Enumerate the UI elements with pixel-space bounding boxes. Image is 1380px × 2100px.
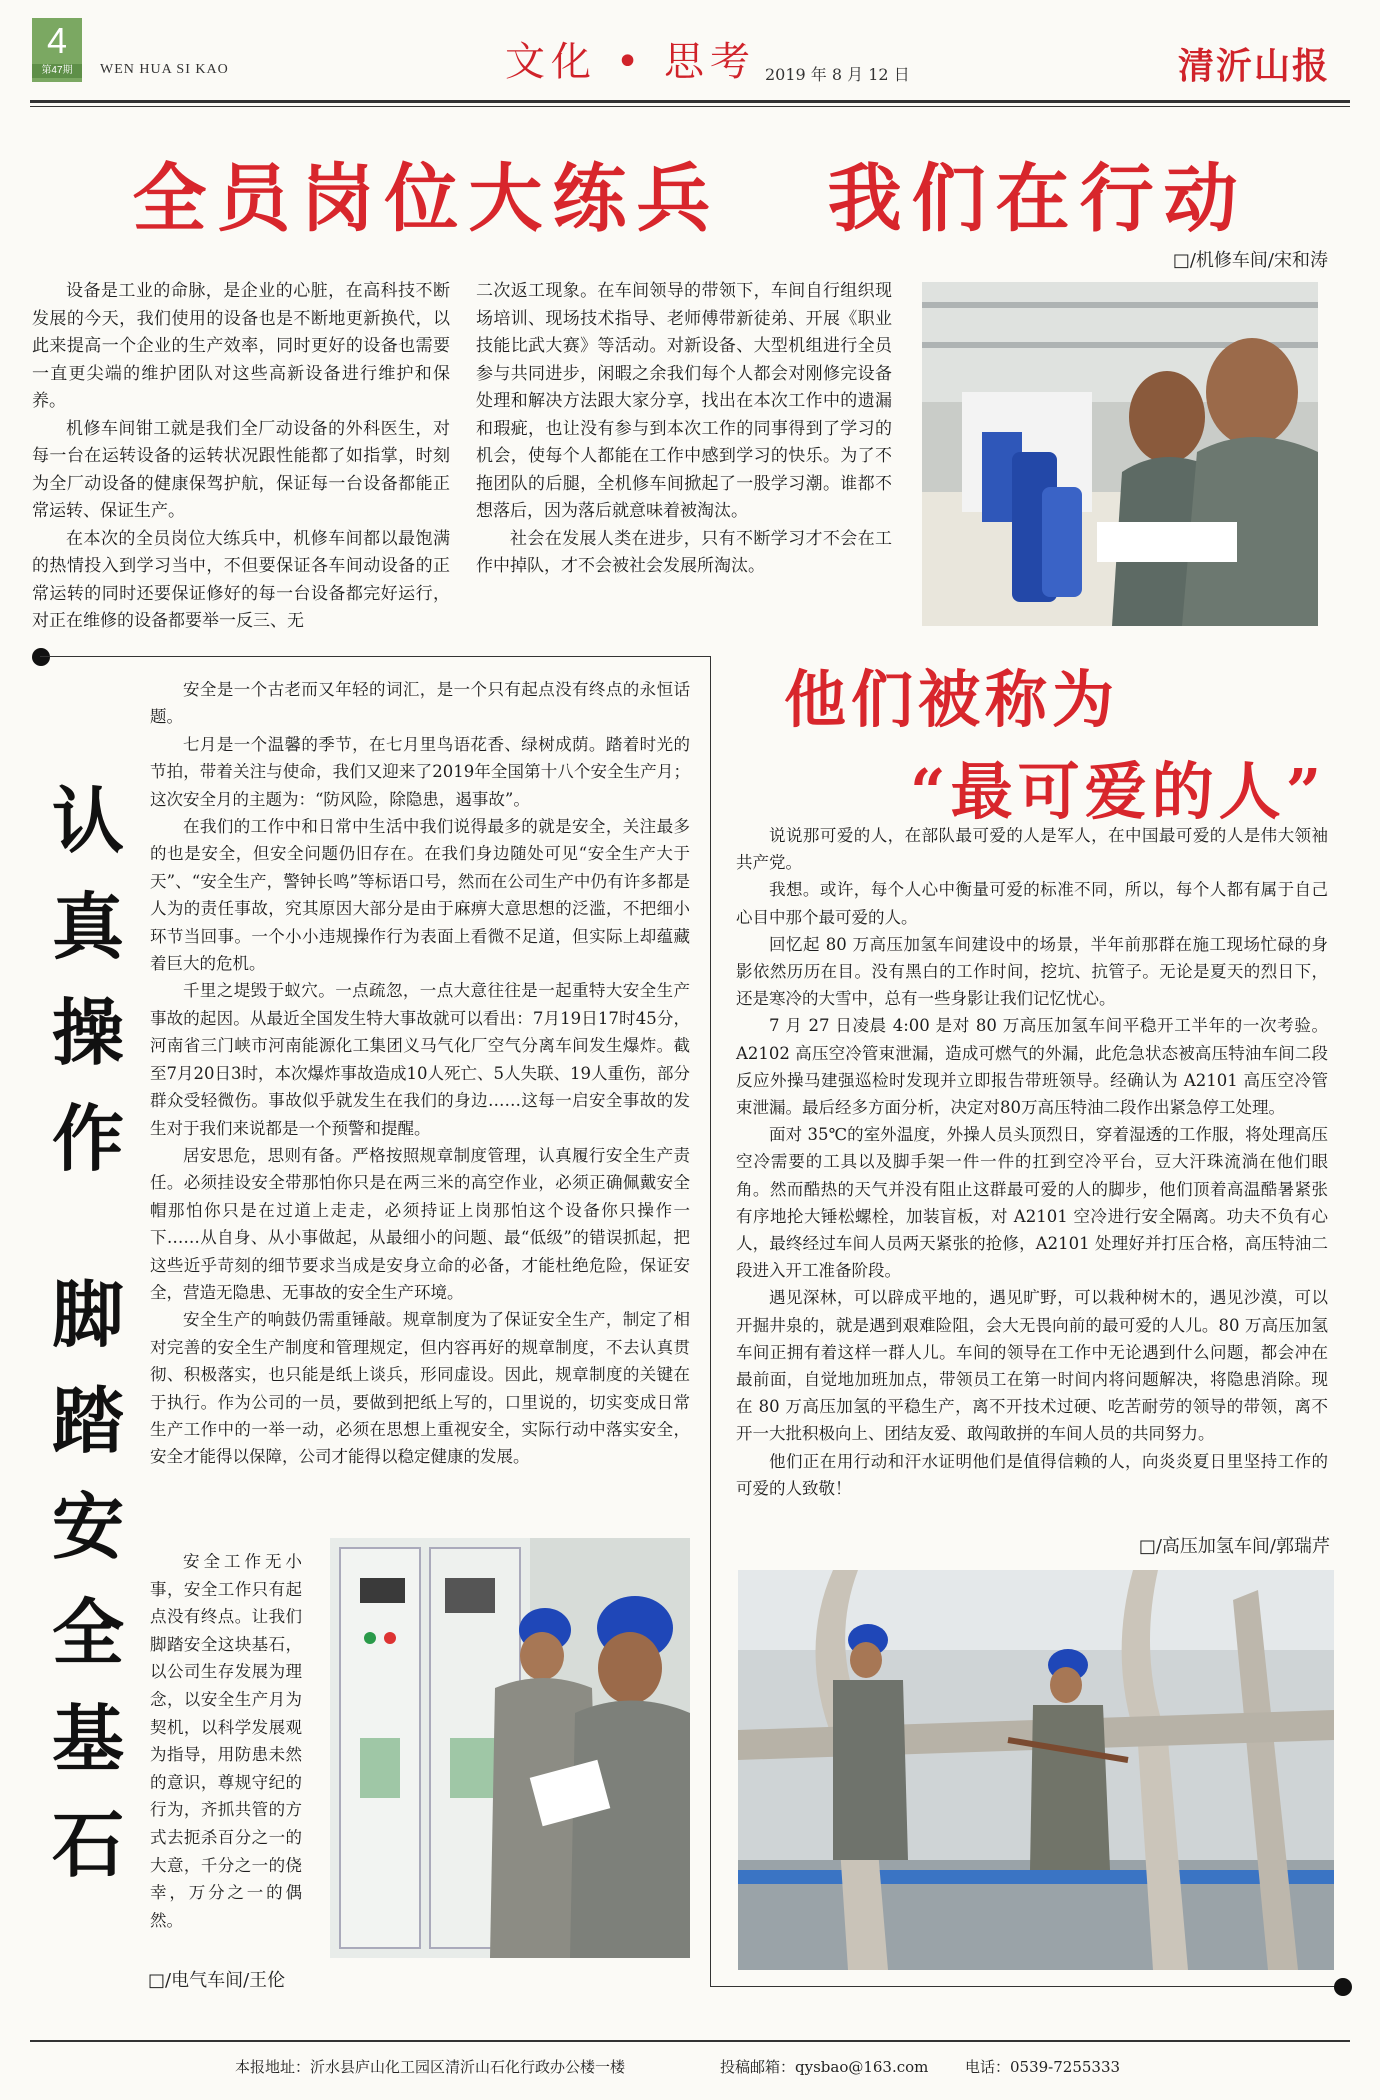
publication-date: 2019 年 8 月 12 日 (765, 65, 910, 84)
headline-char: 安 (51, 1484, 124, 1569)
article3-body (736, 822, 1328, 1502)
article3-paragraph: 遇见深林，可以辟成平地的，遇见旷野，可以栽种树木的，遇见沙漠，可以开掘井泉的，就是遇到艰难险阻，会大无畏向前的最可爱的人儿。80 万高压加氢车间正拥有着这样一群人儿。车间的领导在工作中无论遇到什么问题，都会冲在最前面，自觉地加班加点，带领员工在第一时间内将问题解决，将隐患消除。现在 80 万高压加氢的平稳生产，离不开技术过硬、吃苦耐劳的领导的带领，离不开一大批积极向上、团结友爱、敢闯敢拼的车间人员的共同努力。 (736, 1288, 1328, 1444)
article3-byline: □/高压加氢车间/郭瑞芹 (1138, 1536, 1330, 1557)
issue-number: 第47期 (32, 64, 82, 78)
headline-char: 踏 (51, 1378, 124, 1463)
article1-paragraph: 在本次的全员岗位大练兵中，机修车间都以最饱满的热情投入到学习当中，不但要保证各车间动设备的正常运转的同时还要保证修好的每一台设备都完好运行，对正在维修的设备都要举一反三、无 (32, 528, 450, 631)
article2-paragraph: 安全生产的响鼓仍需重锤敲。规章制度为了保证安全生产，制定了相对完善的安全生产制度和管理规定，但内容再好的规章制度，不去认真贯彻、积极落实，也只能是纸上谈兵，形同虚设。因此，规章制度的关键在于执行。作为公司的一员，要做到把纸上写的，口里说的，切实变成日常生产工作中的一举一动，必须在思想上重视安全，实际行动中落实安全，安全才能得以保障，公司才能得以稳定健康的发展。 (150, 1310, 690, 1467)
headline-char: 石 (51, 1802, 124, 1887)
article3-paragraph: 我想。或许，每个人心中衡量可爱的标准不同，所以，每个人都有属于自己心目中那个最可爱的人。 (736, 880, 1328, 927)
article2-paragraph: 在我们的工作中和日常中生活中我们说得最多的就是安全，关注最多的也是安全，但安全问题仍旧存在。在我们身边随处可见“安全生产大于天”、“安全生产，警钟长鸣”等标语口号，然而在公司生产中仍有许多都是人为的责任事故，究其原因大部分是由于麻痹大意思想的泛滥，不把细小环节当回事。一个小小违规操作行为表面上看微不足道，但实际上却蕴藏着巨大的危机。 (150, 817, 690, 974)
article2-paragraph: 安全是一个古老而又年轻的词汇，是一个只有起点没有终点的永恒话题。 (150, 680, 690, 727)
article1-column-1 (32, 278, 450, 636)
newspaper-name: 清沂山报 (1178, 45, 1331, 87)
article2-closing (150, 1548, 302, 1934)
page-number: 4 (46, 20, 68, 61)
article3-paragraph: 面对 35℃的室外温度，外操人员头顶烈日，穿着湿透的工作服，将处理高压空冷需要的工具以及脚手架一件一件的扛到空冷平台，豆大汗珠流淌在他们眼角。然而酷热的天气并没有阻止这群最可爱的人的脚步，他们顶着高温酷暑紧张有序地抡大锤松螺栓，加装盲板，对 A2101 空冷进行安全隔离。功夫不负有心人，最终经过车间人员两天紧张的抢修，A2101 处理好并打压合格，高压特油二段进入开工准备阶段。 (736, 1125, 1328, 1281)
headline-char: 操 (51, 990, 124, 1075)
section-title: 文化 • 思考 (505, 39, 757, 85)
box-border-top (40, 656, 710, 657)
section-dot (1334, 1978, 1352, 1996)
article2-paragraph: 安全工作无小事，安全工作只有起点没有终点。让我们脚踏安全这块基石，以公司生存发展为理念，以安全生产月为契机，以科学发展观为指导，用防患未然的意识，尊规守纪的行为，齐抓共管的方式去扼杀百分之一的大意，千分之一的侥幸，万分之一的偶然。 (150, 1552, 302, 1930)
footer-phone: 电话：0539-7255333 (965, 2058, 1121, 2076)
article3-paragraph: 他们正在用行动和汗水证明他们是值得信赖的人，向炎炎夏日里坚持工作的可爱的人致敬！ (736, 1451, 1328, 1498)
headline-char: 脚 (51, 1272, 124, 1357)
article1-paragraph: 机修车间钳工就是我们全厂动设备的外科医生，对每一台在运转设备的运转状况跟性能都了如指掌，时刻为全厂动设备的健康保驾护航，保证每一台设备都能正常运转、保证生产。 (32, 418, 450, 521)
box-border-bottom (710, 1986, 1348, 1987)
article3-headline-line2: “最可爱的人” (910, 755, 1327, 828)
headline-char: 基 (51, 1696, 124, 1781)
article1-byline: □/机修车间/宋和涛 (1172, 250, 1328, 271)
article2-paragraph: 居安思危，思则有备。严格按照规章制度管理，认真履行安全生产责任。必须挂设安全带那怕你只是在两三米的高空作业，必须正确佩戴安全帽那怕你只是在过道上走走，必须持证上岗那怕这个设备你只操作一下……从自身、从小事做起，从最细小的问题、最“低级”的错误抓起，把这些近乎苛刻的细节要求当成是安身立命的必备，才能杜绝危险，保证安全，营造无隐患、无事故的安全生产环境。 (150, 1145, 690, 1302)
article2-body (150, 676, 690, 1471)
article1-column-2 (476, 278, 892, 581)
article2-byline: □/电气车间/王伦 (148, 1970, 286, 1991)
headline-char: 真 (51, 884, 124, 969)
header-rule-thin (30, 106, 1350, 107)
headline-char: 全 (51, 1590, 124, 1675)
footer-email: 投稿邮箱：qysbao@163.com (720, 2058, 929, 2076)
article1-paragraph: 社会在发展人类在进步，只有不断学习才不会在工作中掉队，才不会被社会发展所淘汰。 (476, 528, 892, 576)
headline-char: 认 (51, 778, 124, 863)
photo-electrical-panel (330, 1538, 690, 1958)
article3-paragraph: 回忆起 80 万高压加氢车间建设中的场景，半年前那群在施工现场忙碌的身影依然历历在目。没有黑白的工作时间，挖坑、抗管子。无论是夏天的烈日下，还是寒冷的大雪中，总有一些身影让我们记忆忧心。 (736, 934, 1328, 1009)
headline-char: 作 (51, 1096, 124, 1181)
section-dot (32, 648, 50, 666)
box-border-right (710, 656, 711, 1986)
article2-paragraph: 千里之堤毁于蚁穴。一点疏忽，一点大意往往是一起重特大安全生产事故的起因。从最近全国发生特大事故就可以看出：7月19日17时45分，河南省三门峡市河南能源化工集团义马气化厂空气分离车间发生爆炸。截至7月20日3时，本次爆炸事故造成10人死亡、5人失联、19人重伤，部分群众受轻微伤。事故似乎就发生在我们的身边……这每一启安全事故的发生对于我们来说都是一个预警和提醒。 (150, 981, 690, 1138)
photo-workers-on-pipes (738, 1570, 1334, 1970)
header-rule (30, 100, 1350, 103)
article1-paragraph: 设备是工业的命脉，是企业的心脏，在高科技不断发展的今天，我们使用的设备也是不断地更新换代，以此来提高一个企业的生产效率，同时更好的设备也需要一直更尖端的维护团队对这些高新设备进行维护和保养。 (32, 281, 450, 411)
page-number-badge (32, 18, 82, 82)
article3-paragraph: 说说那可爱的人，在部队最可爱的人是军人，在中国最可爱的人是伟大领袖共产党。 (736, 826, 1328, 873)
section-pinyin: WEN HUA SI KAO (100, 62, 229, 77)
article3-paragraph: 7 月 27 日凌晨 4:00 是对 80 万高压加氢车间平稳开工半年的一次考验。A2102 高压空冷管束泄漏，造成可燃气的外漏，此危急状态被高压特油车间二段反应外操马建强巡检时发现并立即报告带班领导。经确认为 A2101 高压空冷管束泄漏。最后经多方面分析，决定对80万高压特油二段作出紧急停工处理。 (736, 1016, 1328, 1118)
footer-address: 本报地址：沂水县庐山化工园区清沂山石化行政办公楼一楼 (235, 2058, 626, 2076)
article1-headline: 全员岗位大练兵 我们在行动 (132, 156, 1248, 242)
photo-workers-studying (922, 282, 1318, 626)
footer-rule (30, 2040, 1350, 2042)
article2-paragraph: 七月是一个温馨的季节，在七月里鸟语花香、绿树成荫。踏着时光的节拍，带着关注与使命，我们又迎来了2019年全国第十八个安全生产月；这次安全月的主题为：“防风险，除隐患，遏事故”。 (150, 734, 690, 809)
article1-paragraph: 二次返工现象。在车间领导的带领下，车间自行组织现场培训、现场技术指导、老师傅带新徒弟、开展《职业技能比武大赛》等活动。对新设备、大型机组进行全员参与共同进步，闲暇之余我们每个人都会对刚修完设备处理和解决方法跟大家分享，找出在本次工作中的遗漏和瑕疵，也让没有参与到本次工作的同事得到了学习的机会，使每个人都能在工作中感到学习的快乐。为了不拖团队的后腿，全机修车间掀起了一股学习潮。谁都不想落后，因为落后就意味着被淘汰。 (476, 281, 892, 521)
article3-headline-line1: 他们被称为 (784, 663, 1120, 736)
article2-vertical-headline (48, 768, 128, 1898)
